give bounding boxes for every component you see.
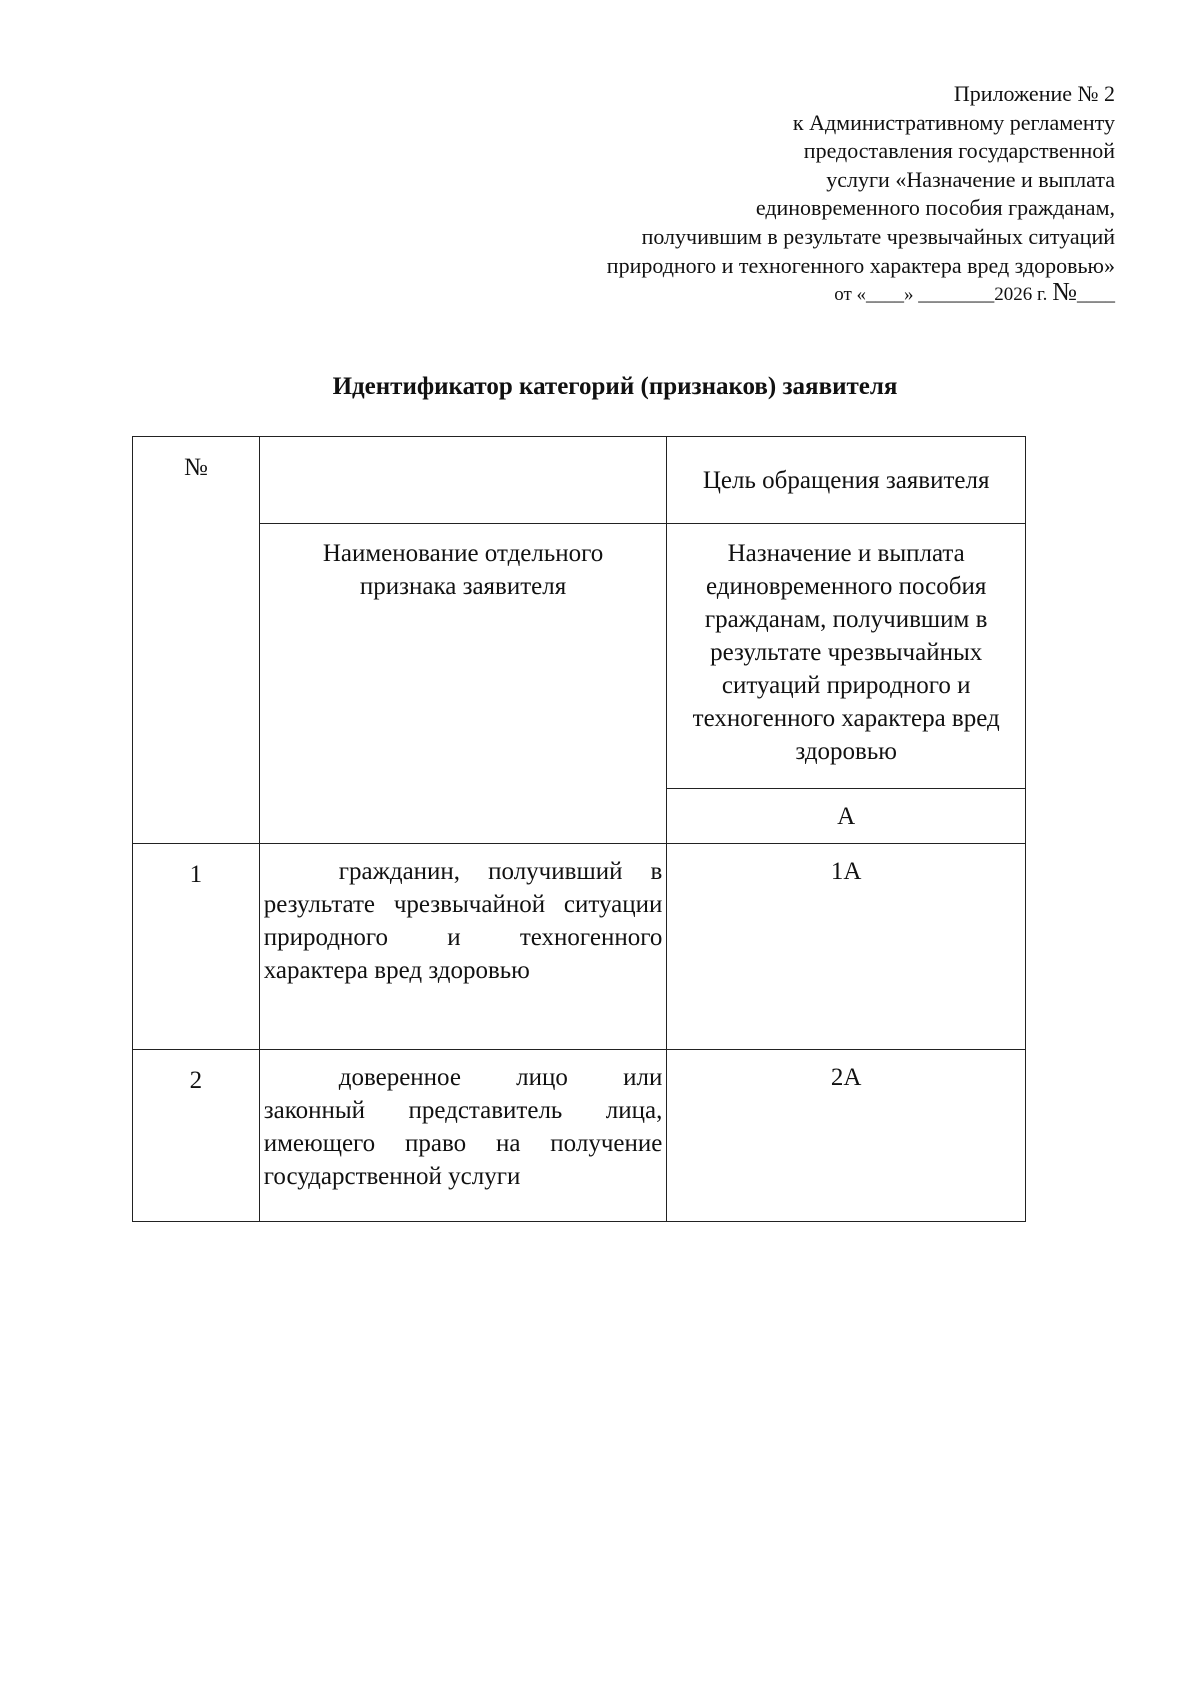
- row-description-cell: [259, 844, 667, 1050]
- appendix-line: Приложение № 2: [953, 81, 1115, 106]
- name-header-cell: [259, 524, 667, 844]
- goal-header-cell: [667, 437, 1026, 524]
- row-code-cell: [667, 844, 1026, 1050]
- row-description: гражданин, получивший в результате чрезвычайной ситуации природного и техногенного характера вред здоровью: [263, 858, 663, 984]
- row-code: 2А: [830, 1064, 862, 1091]
- row-number: 2: [189, 1067, 203, 1094]
- table-row: [133, 844, 1026, 1050]
- goal-header: Цель обращения заявителя: [702, 466, 990, 494]
- goal-letter: А: [837, 802, 856, 830]
- date-prefix: от «____» ________2026 г.: [834, 284, 1048, 305]
- row-number: 1: [189, 861, 203, 888]
- row-code-cell: [667, 1050, 1026, 1222]
- appendix-line: предоставления государственной: [803, 138, 1115, 164]
- appendix-line: к Административному регламенту: [792, 109, 1115, 135]
- blank-header-cell: [259, 437, 667, 524]
- appendix-line: единовременного пособия гражданам,: [755, 195, 1115, 221]
- appendix-header: [475, 80, 1115, 280]
- appendix-line: получившим в результате чрезвычайных ситуаций: [641, 223, 1115, 249]
- row-code: 1А: [830, 858, 862, 885]
- row-number-cell: [133, 1050, 260, 1222]
- identifier-table: [132, 436, 1026, 1222]
- appendix-line: природного и техногенного характера вред здоровью»: [606, 252, 1115, 278]
- name-header: Наименование отдельного признака заявителя: [322, 540, 604, 600]
- goal-letter-cell: [667, 789, 1026, 844]
- table-row: [133, 1050, 1026, 1222]
- goal-description: Назначение и выплата единовременного пособия гражданам, получившим в результате чрезвычайных ситуаций природного и техногенного характера вред здоровью: [692, 540, 1000, 765]
- document-title: Идентификатор категорий (признаков) заявителя: [332, 373, 898, 400]
- number-sign: №: [1052, 277, 1077, 306]
- number-blank: ____: [1077, 284, 1115, 305]
- table-header-row: [133, 437, 1026, 524]
- goal-description-cell: [667, 524, 1026, 789]
- number-header-cell: [133, 437, 260, 844]
- table-subheader-row: [133, 524, 1026, 789]
- appendix-line: услуги «Назначение и выплата: [826, 166, 1115, 192]
- row-description-cell: [259, 1050, 667, 1222]
- number-header: №: [183, 454, 208, 481]
- row-description: доверенное лицо или законный представитель лица, имеющего право на получение государственной услуги: [263, 1064, 663, 1190]
- date-line: [834, 277, 1115, 307]
- row-number-cell: [133, 844, 260, 1050]
